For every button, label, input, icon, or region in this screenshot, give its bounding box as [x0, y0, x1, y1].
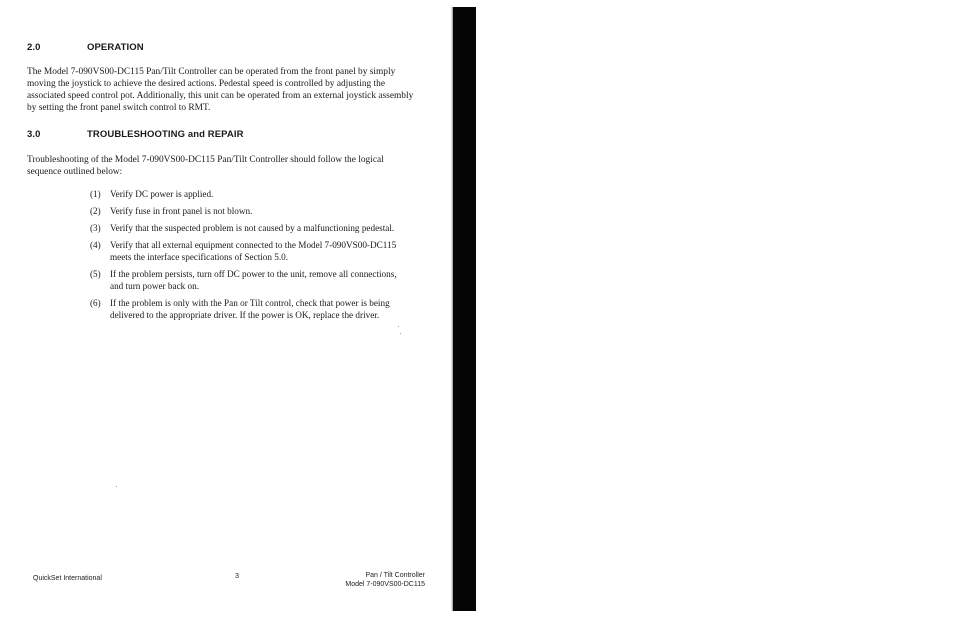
list-item — [90, 239, 410, 263]
scan-speck — [116, 486, 117, 487]
document-body — [27, 38, 427, 326]
step-text: Verify DC power is applied. — [110, 189, 214, 199]
step-text: If the problem persists, turn off DC power to the unit, remove all connections, and turn power back on. — [110, 269, 397, 291]
step-text: Verify fuse in front panel is not blown. — [110, 206, 253, 216]
step-text: Verify that the suspected problem is not caused by a malfunctioning pedestal. — [110, 223, 395, 233]
footer-product — [330, 571, 425, 589]
list-item — [90, 268, 410, 292]
footer-company: QuickSet International — [33, 575, 102, 582]
section-title: TROUBLESHOOTING and REPAIR — [87, 129, 244, 140]
operation-paragraph: The Model 7-090VS00-DC115 Pan/Tilt Controller can be operated from the front panel by simply moving the joystick to achieve the desired actions. Pedestal speed is controlled by adjusting the associated speed control pot. Additionally, this unit can be operated from an external joystick assembly by setting the front panel switch control to RMT. — [27, 67, 414, 113]
footer-page-number: 3 — [235, 573, 239, 580]
section-heading-operation — [27, 42, 427, 53]
troubleshooting-paragraph: Troubleshooting of the Model 7-090VS00-DC115 Pan/Tilt Controller should follow the logical sequence outlined below: — [27, 155, 384, 177]
section-number: 3.0 — [27, 129, 41, 140]
list-item — [90, 222, 410, 234]
step-number: (2) — [90, 206, 101, 216]
list-item — [90, 297, 410, 321]
footer-product-line: Pan / Tilt Controller — [365, 572, 425, 579]
step-number: (6) — [90, 298, 101, 308]
step-number: (4) — [90, 240, 101, 250]
scan-binding-bar — [453, 7, 476, 611]
step-text: Verify that all external equipment connected to the Model 7-090VS00-DC115 meets the interface specifications of Section 5.0. — [110, 240, 397, 262]
step-number: (3) — [90, 223, 101, 233]
step-text: If the problem is only with the Pan or Tilt control, check that power is being delivered to the appropriate driver. If the power is OK, replace the driver. — [110, 298, 390, 320]
scan-speck — [400, 333, 401, 334]
section-title: OPERATION — [87, 42, 144, 53]
footer-model-line: Model 7-090VS00-DC115 — [345, 581, 425, 588]
section-heading-troubleshooting — [27, 129, 427, 140]
step-number: (5) — [90, 269, 101, 279]
scan-speck — [398, 326, 399, 327]
list-item — [90, 205, 410, 217]
step-number: (1) — [90, 189, 101, 199]
section-number: 2.0 — [27, 42, 41, 53]
list-item — [90, 188, 410, 200]
troubleshooting-steps — [27, 188, 410, 321]
